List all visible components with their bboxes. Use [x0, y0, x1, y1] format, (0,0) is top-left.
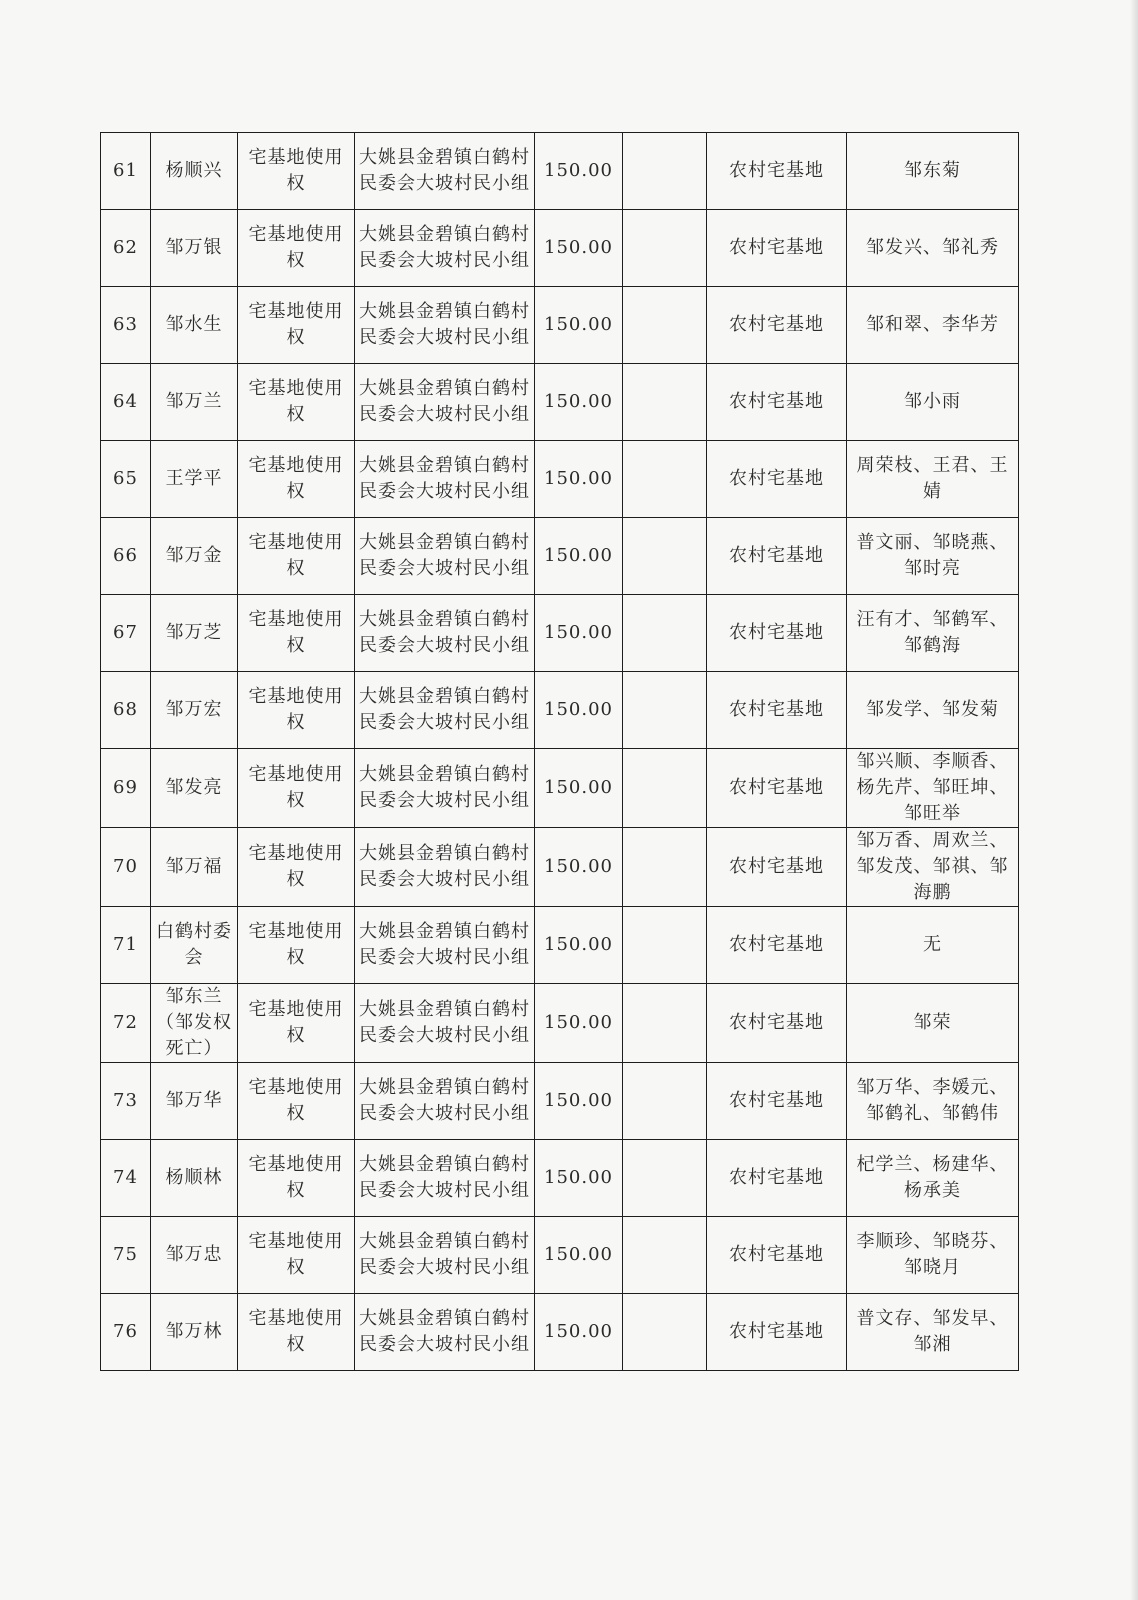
empty-cell-cell	[623, 595, 707, 672]
area-value-cell: 150.00	[535, 828, 623, 907]
table-row	[101, 287, 1019, 364]
area-value-cell: 150.00	[535, 210, 623, 287]
table-row	[101, 907, 1019, 984]
empty-cell-cell	[623, 210, 707, 287]
area-value-cell: 150.00	[535, 672, 623, 749]
right-type-cell: 宅基地使用权	[238, 984, 355, 1063]
owner-name-cell: 邹万华	[151, 1063, 238, 1140]
table-row	[101, 1294, 1019, 1371]
area-value-cell: 150.00	[535, 1063, 623, 1140]
owner-name-cell: 邹万银	[151, 210, 238, 287]
area-value-cell: 150.00	[535, 907, 623, 984]
household-members-cell: 周荣枝、王君、王婧	[847, 441, 1019, 518]
table-row	[101, 364, 1019, 441]
row-number-cell: 75	[101, 1217, 151, 1294]
row-number-cell: 72	[101, 984, 151, 1063]
row-number-cell: 76	[101, 1294, 151, 1371]
location-cell: 大姚县金碧镇白鹤村民委会大坡村民小组	[355, 907, 535, 984]
row-number-cell: 62	[101, 210, 151, 287]
empty-cell-cell	[623, 1217, 707, 1294]
right-type-cell: 宅基地使用权	[238, 828, 355, 907]
location-cell: 大姚县金碧镇白鹤村民委会大坡村民小组	[355, 210, 535, 287]
location-cell: 大姚县金碧镇白鹤村民委会大坡村民小组	[355, 595, 535, 672]
household-members-cell: 邹和翠、李华芳	[847, 287, 1019, 364]
empty-cell-cell	[623, 672, 707, 749]
area-value-cell: 150.00	[535, 595, 623, 672]
row-number-cell: 74	[101, 1140, 151, 1217]
table-row	[101, 1063, 1019, 1140]
household-members-cell: 李顺珍、邹晓芬、邹晓月	[847, 1217, 1019, 1294]
location-cell: 大姚县金碧镇白鹤村民委会大坡村民小组	[355, 518, 535, 595]
right-type-cell: 宅基地使用权	[238, 1140, 355, 1217]
land-rights-table	[100, 132, 1019, 1371]
row-number-cell: 61	[101, 133, 151, 210]
household-members-cell: 邹荣	[847, 984, 1019, 1063]
row-number-cell: 73	[101, 1063, 151, 1140]
land-use-cell: 农村宅基地	[707, 1063, 847, 1140]
table-row	[101, 1217, 1019, 1294]
right-type-cell: 宅基地使用权	[238, 1217, 355, 1294]
land-use-cell: 农村宅基地	[707, 441, 847, 518]
location-cell: 大姚县金碧镇白鹤村民委会大坡村民小组	[355, 749, 535, 828]
land-use-cell: 农村宅基地	[707, 984, 847, 1063]
land-use-cell: 农村宅基地	[707, 1140, 847, 1217]
area-value-cell: 150.00	[535, 441, 623, 518]
land-use-cell: 农村宅基地	[707, 595, 847, 672]
owner-name-cell: 白鹤村委会	[151, 907, 238, 984]
table-row	[101, 133, 1019, 210]
owner-name-cell: 邹万兰	[151, 364, 238, 441]
location-cell: 大姚县金碧镇白鹤村民委会大坡村民小组	[355, 1294, 535, 1371]
table-row	[101, 518, 1019, 595]
table-row	[101, 672, 1019, 749]
household-members-cell: 邹发学、邹发菊	[847, 672, 1019, 749]
empty-cell-cell	[623, 1294, 707, 1371]
page-edge-shadow	[1130, 0, 1138, 1600]
land-use-cell: 农村宅基地	[707, 133, 847, 210]
owner-name-cell: 邹万宏	[151, 672, 238, 749]
empty-cell-cell	[623, 749, 707, 828]
empty-cell-cell	[623, 133, 707, 210]
location-cell: 大姚县金碧镇白鹤村民委会大坡村民小组	[355, 1140, 535, 1217]
row-number-cell: 69	[101, 749, 151, 828]
location-cell: 大姚县金碧镇白鹤村民委会大坡村民小组	[355, 364, 535, 441]
land-use-cell: 农村宅基地	[707, 1294, 847, 1371]
location-cell: 大姚县金碧镇白鹤村民委会大坡村民小组	[355, 1063, 535, 1140]
right-type-cell: 宅基地使用权	[238, 287, 355, 364]
right-type-cell: 宅基地使用权	[238, 907, 355, 984]
area-value-cell: 150.00	[535, 1294, 623, 1371]
owner-name-cell: 邹万芝	[151, 595, 238, 672]
household-members-cell: 邹兴顺、李顺香、杨先芹、邹旺坤、邹旺举	[847, 749, 1019, 828]
empty-cell-cell	[623, 1063, 707, 1140]
right-type-cell: 宅基地使用权	[238, 672, 355, 749]
row-number-cell: 71	[101, 907, 151, 984]
land-use-cell: 农村宅基地	[707, 828, 847, 907]
household-members-cell: 无	[847, 907, 1019, 984]
table-row	[101, 749, 1019, 828]
right-type-cell: 宅基地使用权	[238, 1063, 355, 1140]
owner-name-cell: 邹发亮	[151, 749, 238, 828]
empty-cell-cell	[623, 441, 707, 518]
area-value-cell: 150.00	[535, 1217, 623, 1294]
land-use-cell: 农村宅基地	[707, 287, 847, 364]
owner-name-cell: 邹万福	[151, 828, 238, 907]
area-value-cell: 150.00	[535, 364, 623, 441]
land-use-cell: 农村宅基地	[707, 1217, 847, 1294]
table-row	[101, 828, 1019, 907]
area-value-cell: 150.00	[535, 984, 623, 1063]
right-type-cell: 宅基地使用权	[238, 441, 355, 518]
location-cell: 大姚县金碧镇白鹤村民委会大坡村民小组	[355, 441, 535, 518]
table-body	[101, 133, 1019, 1371]
empty-cell-cell	[623, 828, 707, 907]
location-cell: 大姚县金碧镇白鹤村民委会大坡村民小组	[355, 1217, 535, 1294]
right-type-cell: 宅基地使用权	[238, 595, 355, 672]
table-row	[101, 1140, 1019, 1217]
empty-cell-cell	[623, 364, 707, 441]
right-type-cell: 宅基地使用权	[238, 210, 355, 287]
location-cell: 大姚县金碧镇白鹤村民委会大坡村民小组	[355, 133, 535, 210]
location-cell: 大姚县金碧镇白鹤村民委会大坡村民小组	[355, 672, 535, 749]
location-cell: 大姚县金碧镇白鹤村民委会大坡村民小组	[355, 287, 535, 364]
household-members-cell: 邹万华、李媛元、邹鹤礼、邹鹤伟	[847, 1063, 1019, 1140]
empty-cell-cell	[623, 907, 707, 984]
area-value-cell: 150.00	[535, 133, 623, 210]
owner-name-cell: 邹水生	[151, 287, 238, 364]
right-type-cell: 宅基地使用权	[238, 364, 355, 441]
land-use-cell: 农村宅基地	[707, 749, 847, 828]
row-number-cell: 67	[101, 595, 151, 672]
owner-name-cell: 邹万林	[151, 1294, 238, 1371]
land-use-cell: 农村宅基地	[707, 210, 847, 287]
empty-cell-cell	[623, 518, 707, 595]
location-cell: 大姚县金碧镇白鹤村民委会大坡村民小组	[355, 984, 535, 1063]
household-members-cell: 普文丽、邹晓燕、邹时亮	[847, 518, 1019, 595]
table-row	[101, 984, 1019, 1063]
owner-name-cell: 邹万金	[151, 518, 238, 595]
household-members-cell: 邹东菊	[847, 133, 1019, 210]
area-value-cell: 150.00	[535, 749, 623, 828]
empty-cell-cell	[623, 1140, 707, 1217]
right-type-cell: 宅基地使用权	[238, 749, 355, 828]
area-value-cell: 150.00	[535, 518, 623, 595]
row-number-cell: 63	[101, 287, 151, 364]
table-row	[101, 441, 1019, 518]
owner-name-cell: 杨顺兴	[151, 133, 238, 210]
owner-name-cell: 杨顺林	[151, 1140, 238, 1217]
household-members-cell: 邹万香、周欢兰、邹发茂、邹祺、邹海鹏	[847, 828, 1019, 907]
right-type-cell: 宅基地使用权	[238, 1294, 355, 1371]
right-type-cell: 宅基地使用权	[238, 518, 355, 595]
area-value-cell: 150.00	[535, 287, 623, 364]
household-members-cell: 汪有才、邹鹤军、邹鹤海	[847, 595, 1019, 672]
household-members-cell: 邹小雨	[847, 364, 1019, 441]
empty-cell-cell	[623, 984, 707, 1063]
row-number-cell: 66	[101, 518, 151, 595]
empty-cell-cell	[623, 287, 707, 364]
land-use-cell: 农村宅基地	[707, 907, 847, 984]
household-members-cell: 杞学兰、杨建华、杨承美	[847, 1140, 1019, 1217]
location-cell: 大姚县金碧镇白鹤村民委会大坡村民小组	[355, 828, 535, 907]
table-row	[101, 210, 1019, 287]
land-use-cell: 农村宅基地	[707, 518, 847, 595]
row-number-cell: 68	[101, 672, 151, 749]
right-type-cell: 宅基地使用权	[238, 133, 355, 210]
row-number-cell: 70	[101, 828, 151, 907]
household-members-cell: 邹发兴、邹礼秀	[847, 210, 1019, 287]
owner-name-cell: 邹万忠	[151, 1217, 238, 1294]
owner-name-cell: 王学平	[151, 441, 238, 518]
row-number-cell: 65	[101, 441, 151, 518]
area-value-cell: 150.00	[535, 1140, 623, 1217]
table-row	[101, 595, 1019, 672]
land-use-cell: 农村宅基地	[707, 364, 847, 441]
household-members-cell: 普文存、邹发早、邹湘	[847, 1294, 1019, 1371]
row-number-cell: 64	[101, 364, 151, 441]
land-use-cell: 农村宅基地	[707, 672, 847, 749]
owner-name-cell: 邹东兰（邹发权死亡）	[151, 984, 238, 1063]
